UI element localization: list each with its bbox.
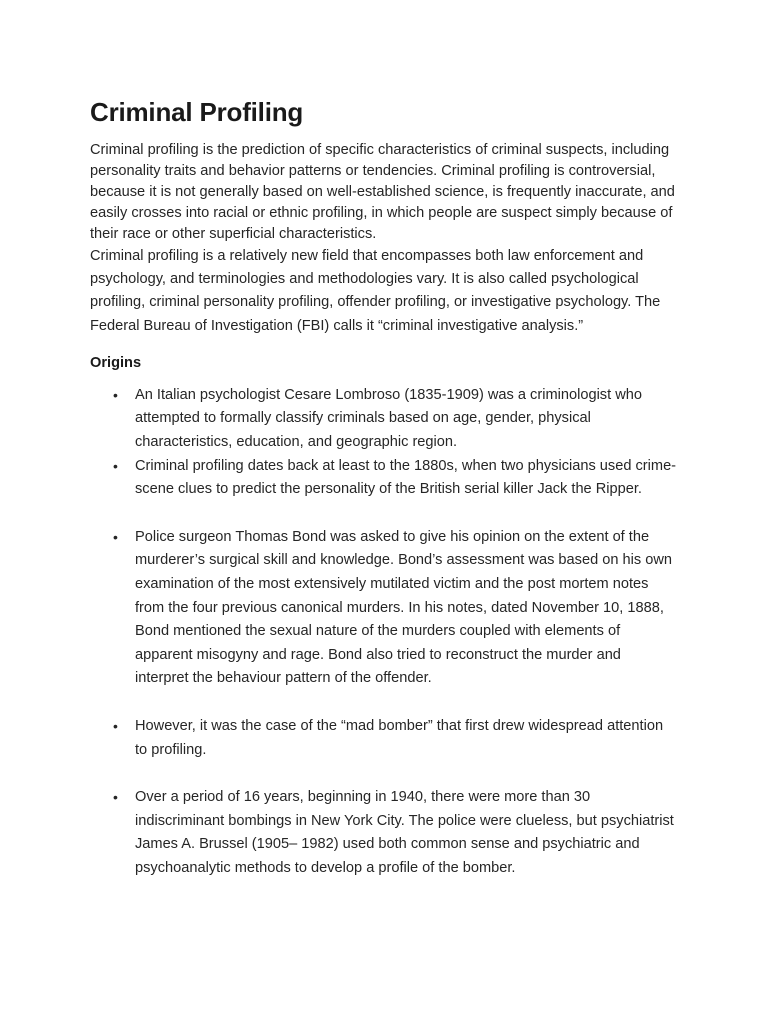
- bullet-text: Over a period of 16 years, beginning in 1940, there were more than 30 indiscriminant bombings in New York City. The police were clueless, but psychiatrist James A. Brussel (1905– 1982) used both common sense and psychiatric and psychoanalytic methods to develop a profile of the bomber.: [135, 789, 674, 876]
- bullet-icon: •: [113, 528, 118, 545]
- bullet-icon: •: [113, 717, 118, 734]
- bullet-icon: •: [113, 386, 118, 403]
- bullet-item: [90, 786, 678, 880]
- origins-bullet-list: [90, 384, 678, 881]
- bullet-icon: •: [113, 789, 118, 806]
- section-heading-origins: Origins: [90, 354, 142, 371]
- bullet-item: [90, 455, 678, 502]
- second-paragraph: Criminal profiling is a relatively new field that encompasses both law enforcement and psychology, and terminologies and methodologies vary. It is also called psychological profiling, criminal personality profiling, offender profiling, or investigative psychology. The Federal Bureau of Investigation (FBI) calls it “criminal investigative analysis.”: [90, 248, 661, 334]
- bullet-text: An Italian psychologist Cesare Lombroso (1835-1909) was a criminologist who attempted to formally classify criminals based on age, gender, physical characteristics, education, and geographic region.: [135, 386, 642, 450]
- document-title: Criminal Profiling: [90, 97, 304, 127]
- bullet-item: [90, 384, 678, 455]
- intro-paragraph: Criminal profiling is the prediction of specific characteristics of criminal suspects, including personality traits and behavior patterns or tendencies. Criminal profiling is controversial, because it is not generally based on well-established science, is frequently inaccurate, and easily crosses into racial or ethnic profiling, in which people are suspect simply because of their race or other superficial characteristics.: [90, 142, 675, 242]
- bullet-text: However, it was the case of the “mad bomber” that first drew widespread attention to profiling.: [135, 717, 664, 758]
- bullet-item: [90, 526, 678, 691]
- bullet-item: [90, 715, 678, 762]
- bullet-text: Criminal profiling dates back at least to the 1880s, when two physicians used crime-scene clues to predict the personality of the British serial killer Jack the Ripper.: [135, 457, 677, 498]
- bullet-icon: •: [113, 457, 118, 474]
- bullet-text: Police surgeon Thomas Bond was asked to give his opinion on the extent of the murderer’s surgical skill and knowledge. Bond’s assessment was based on his own examination of the most extensively mutilated victim and the post mortem notes from the four previous canonical murders. In his notes, dated November 10, 1888, Bond mentioned the sexual nature of the murders coupled with elements of apparent misogyny and rage. Bond also tried to reconstruct the murder and interpret the behaviour pattern of the offender.: [135, 528, 673, 687]
